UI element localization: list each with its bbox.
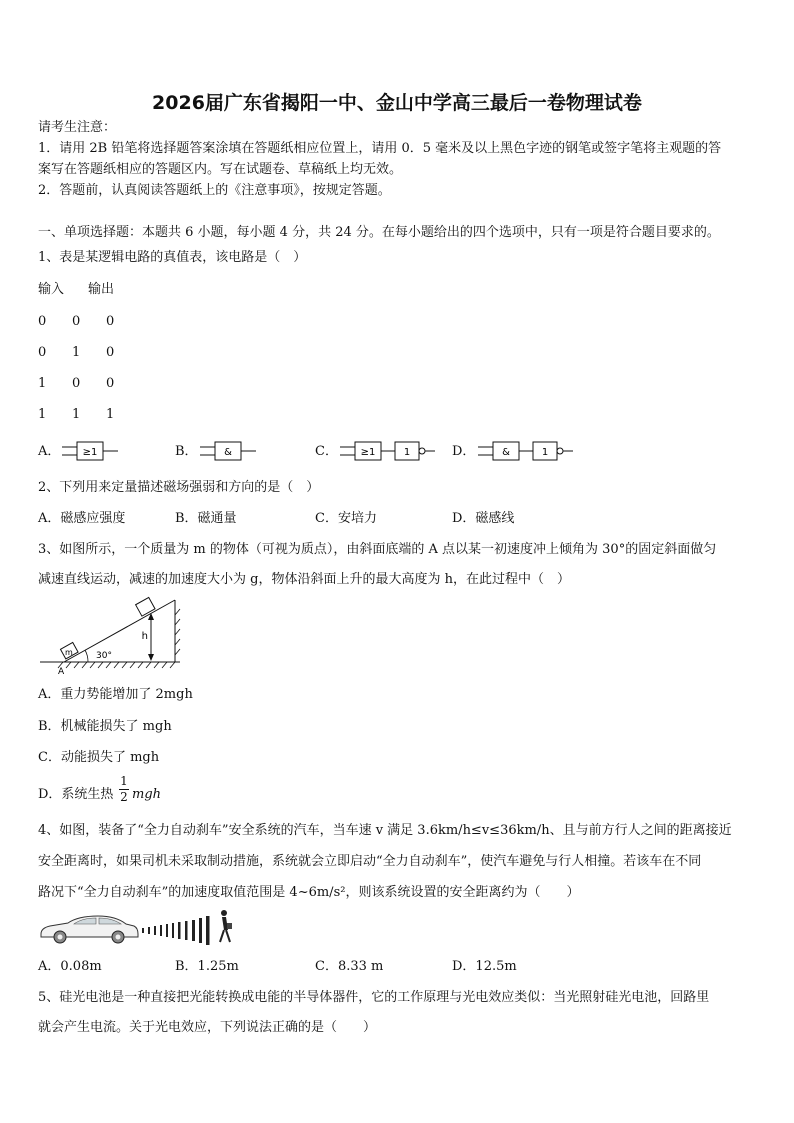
angle-label: 30° — [96, 651, 112, 661]
option-b: B．磁通量 — [175, 511, 237, 526]
question-3-stem-line-2: 减速直线运动，减速的加速度大小为 g，物体沿斜面上升的最大高度为 h，在此过程中（ ） — [38, 572, 570, 587]
option-d: D．12.5m — [452, 959, 517, 974]
mass-label: m — [65, 648, 73, 657]
gate-label: & — [502, 447, 510, 458]
or-gate-symbol — [62, 440, 122, 462]
truth-table-cell: 1 — [72, 345, 81, 360]
gate-label: & — [224, 447, 232, 458]
truth-table-cell: 0 — [72, 376, 81, 391]
notice-line-1b: 案写在答题纸相应的答题区内。写在试题卷、草稿纸上均无效。 — [38, 162, 403, 177]
notice-line-1a: 1．请用 2B 铅笔将选择题答案涂填在答题纸相应位置上，请用 0．5 毫米及以上黑色字迹的钢笔或签字笔将主观题的答 — [38, 141, 722, 156]
question-4-stem-line-3: 路况下“全力自动刹车”的加速度取值范围是 4~6m/s²，则该系统设置的安全距离约为（ ） — [38, 885, 580, 900]
truth-table-cell: 1 — [106, 407, 115, 422]
option-d-tail: mgh — [132, 787, 162, 802]
truth-table-cell: 1 — [38, 407, 47, 422]
question-5-stem-line-2: 就会产生电流。关于光电效应，下列说法正确的是（ ） — [38, 1020, 377, 1035]
incline-figure — [38, 594, 188, 676]
option-c: C．动能损失了 mgh — [38, 750, 160, 765]
option-c-label: C． — [315, 444, 338, 459]
question-4-stem-line-2: 安全距离时，如果司机未采取制动措施，系统就会立即启动“全力自动刹车”，使汽车避免与行人相撞。若该车在不同 — [38, 854, 702, 869]
nor-gate-symbol — [340, 440, 440, 462]
question-3-stem-line-1: 3、如图所示，一个质量为 m 的物体（可视为质点），由斜面底端的 A 点以某一初速度冲上倾角为 30°的固定斜面做匀 — [38, 542, 717, 557]
notice-heading: 请考生注意： — [38, 120, 117, 135]
gate-label: 1 — [541, 447, 549, 458]
option-a: A．重力势能增加了 2mgh — [38, 687, 193, 702]
car-and-pedestrian-figure — [38, 908, 238, 948]
option-d: D．磁感线 — [452, 511, 515, 526]
truth-table-header-output: 输出 — [88, 282, 115, 297]
gate-label: ≥1 — [360, 447, 376, 458]
page-title: 2026届广东省揭阳一中、金山中学高三最后一卷物理试卷 — [152, 92, 642, 114]
truth-table-header-input: 输入 — [38, 282, 65, 297]
option-c: C．8.33 m — [315, 959, 384, 974]
point-a-label: A — [58, 667, 65, 676]
fraction-denominator: 2 — [120, 790, 128, 804]
question-1-stem: 1、表是某逻辑电路的真值表，该电路是（ ） — [38, 250, 307, 265]
option-b: B．机械能损失了 mgh — [38, 719, 172, 734]
truth-table-cell: 0 — [72, 314, 81, 329]
gate-label: 1 — [403, 447, 411, 458]
truth-table-cell: 0 — [38, 314, 47, 329]
option-d-prefix: D．系统生热 — [38, 787, 114, 802]
truth-table-cell: 1 — [38, 376, 47, 391]
fraction — [119, 774, 129, 805]
truth-table-cell: 0 — [106, 376, 115, 391]
option-d-label: D． — [452, 444, 476, 459]
option-d — [38, 786, 113, 804]
section-heading: 一、单项选择题：本题共 6 小题，每小题 4 分，共 24 分。在每小题给出的四个选项中，只有一项是符合题目要求的。 — [38, 225, 720, 240]
height-label: h — [141, 631, 148, 642]
option-b-label: B． — [175, 444, 198, 459]
nand-gate-symbol — [478, 440, 578, 462]
option-a-label: A． — [38, 444, 61, 459]
truth-table-cell: 0 — [106, 345, 115, 360]
gate-label: ≥1 — [82, 447, 98, 458]
truth-table-cell: 0 — [106, 314, 115, 329]
notice-line-2: 2．答题前，认真阅读答题纸上的《注意事项》，按规定答题。 — [38, 183, 391, 198]
option-a: A．磁感应强度 — [38, 511, 126, 526]
question-4-stem-line-1: 4、如图，装备了“全力自动刹车”安全系统的汽车，当车速 v 满足 3.6km/h≤v≤36km/h、且与前方行人之间的距离接近 — [38, 823, 732, 838]
question-2-stem: 2、下列用来定量描述磁场强弱和方向的是（ ） — [38, 480, 320, 495]
and-gate-symbol — [200, 440, 260, 462]
question-5-stem-line-1: 5、硅光电池是一种直接把光能转换成电能的半导体器件，它的工作原理与光电效应类似：当光照射硅光电池，回路里 — [38, 990, 710, 1005]
option-a: A．0.08m — [38, 959, 102, 974]
fraction-numerator: 1 — [120, 774, 128, 788]
truth-table-cell: 1 — [72, 407, 81, 422]
option-b: B．1.25m — [175, 959, 239, 974]
option-c: C．安培力 — [315, 511, 377, 526]
truth-table-cell: 0 — [38, 345, 47, 360]
